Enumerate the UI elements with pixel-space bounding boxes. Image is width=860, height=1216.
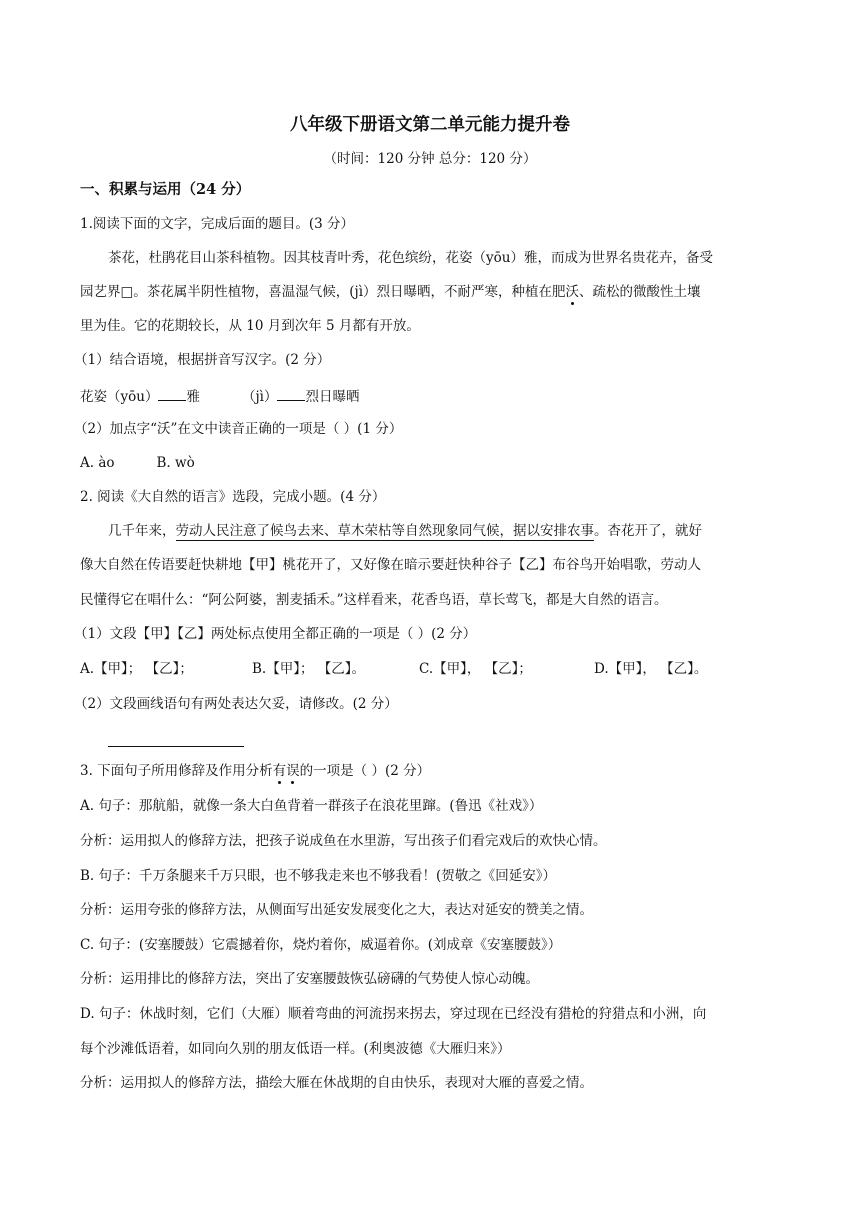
q2-option-c[interactable]: C.【甲】， 【乙】； <box>419 661 532 677</box>
q1-passage-line: 里为佳。它的花期较长，从 10 月到次年 5 月都有开放。 <box>80 318 420 334</box>
q3-option-b-sentence[interactable]: B. 句子：千万条腿来千万只眼，也不够我走来也不够我看！(贺敬之《回延安》） <box>80 868 557 884</box>
option-a[interactable]: A. ào <box>80 455 115 471</box>
answer-line[interactable] <box>108 746 244 747</box>
q3-option-b-analysis: 分析：运用夸张的修辞方法，从侧面写出延安发展变化之大，表达对延安的赞美之情。 <box>80 902 593 918</box>
q1-passage-line: 园艺界□。茶花属半阴性植物，喜温湿气候，(jì）烈日曝晒，不耐严寒，种植在肥沃、疏松的微酸性土壤 <box>80 284 701 300</box>
dotted-char: 有 <box>272 763 287 779</box>
q1-sub1: （1）结合语境，根据拼音写汉字。(2 分） <box>74 352 331 368</box>
q2-option-b[interactable]: B.【甲】； 【乙】。 <box>252 661 366 677</box>
q1-passage-line: 茶花，杜鹃花目山茶科植物。因其枝青叶秀，花色缤纷，花姿（yōu）雅，而成为世界名贵花卉，备受 <box>108 250 713 266</box>
q3-option-c-sentence[interactable]: C. 句子：(安塞腰鼓）它震撼着你，烧灼着你，威逼着你。(刘成章《安塞腰鼓》） <box>80 937 562 953</box>
dotted-char: 误 <box>286 763 300 779</box>
q2-sub1: （1）文段【甲】【乙】两处标点使用全都正确的一项是（ ）(2 分） <box>74 626 477 642</box>
q3-stem: 3. 下面句子所用修辞及作用分析有误的一项是（ ）(2 分） <box>80 763 431 779</box>
q1-stem: 1.阅读下面的文字，完成后面的题目。(3 分） <box>80 216 355 232</box>
q3-option-d-sentence: 每个沙滩低语着，如同向久别的朋友低语一样。(利奥波德《大雁归来》） <box>80 1041 511 1057</box>
page-title: 八年级下册语文第二单元能力提升卷 <box>290 115 570 135</box>
q2-sub2: （2）文段画线语句有两处表达欠妥，请修改。(2 分） <box>74 696 398 712</box>
underlined-sentence: 劳动人民注意了候鸟去来、草木荣枯等自然现象同气候，据以安排农事 <box>175 523 594 539</box>
q3-option-a-analysis: 分析：运用拟人的修辞方法，把孩子说成鱼在水里游，写出孩子们看完戏后的欢快心情。 <box>80 833 607 849</box>
q1-options <box>80 457 195 471</box>
q2-passage-line: 民懂得它在唱什么：“阿公阿婆，割麦插禾。”这样看来，花香鸟语，草长莺飞，都是大自然的语言。 <box>80 592 668 608</box>
answer-blank[interactable] <box>158 388 186 401</box>
q1-sub2: （2）加点字“沃”在文中读音正确的一项是（ ）(1 分） <box>74 421 403 437</box>
q3-option-c-analysis: 分析：运用排比的修辞方法，突出了安塞腰鼓恢弘磅礴的气势使人惊心动魄。 <box>80 971 539 987</box>
q2-passage-line: 几千年来，劳动人民注意了候鸟去来、草木荣枯等自然现象同气候，据以安排农事。杏花开了，就好 <box>108 523 702 539</box>
answer-blank[interactable] <box>277 388 305 401</box>
q3-option-a-sentence[interactable]: A. 句子：那航船，就像一条大白鱼背着一群孩子在浪花里蹿。(鲁迅《社戏》） <box>80 798 543 814</box>
section-heading: 一、积累与运用（24 分） <box>80 181 251 198</box>
q1-fill-row: 花姿（yōu） 雅 （jì） 烈日曝晒 <box>80 389 360 405</box>
q2-option-d[interactable]: D.【甲】， 【乙】。 <box>594 661 708 677</box>
q2-stem: 2. 阅读《大自然的语言》选段，完成小题。(4 分） <box>80 489 386 505</box>
option-b[interactable]: B. wò <box>156 455 195 471</box>
q2-option-a[interactable]: A.【甲】； 【乙】； <box>80 661 193 677</box>
q3-option-d-sentence[interactable]: D. 句子：休战时刻，它们（大雁）顺着弯曲的河流拐来拐去，穿过现在已经没有猎枪的狩猎点和小洲，向 <box>80 1006 707 1022</box>
q2-passage-line: 像大自然在传语要赶快耕地【甲】桃花开了，又好像在暗示要赶快种谷子【乙】布谷鸟开始唱歌，劳动人 <box>80 557 701 573</box>
exam-meta: （时间：120 分钟 总分：120 分） <box>323 151 537 167</box>
q3-option-d-analysis: 分析：运用拟人的修辞方法，描绘大雁在休战期的自由快乐，表现对大雁的喜爱之情。 <box>80 1075 593 1091</box>
dotted-char: 沃 <box>565 284 580 300</box>
